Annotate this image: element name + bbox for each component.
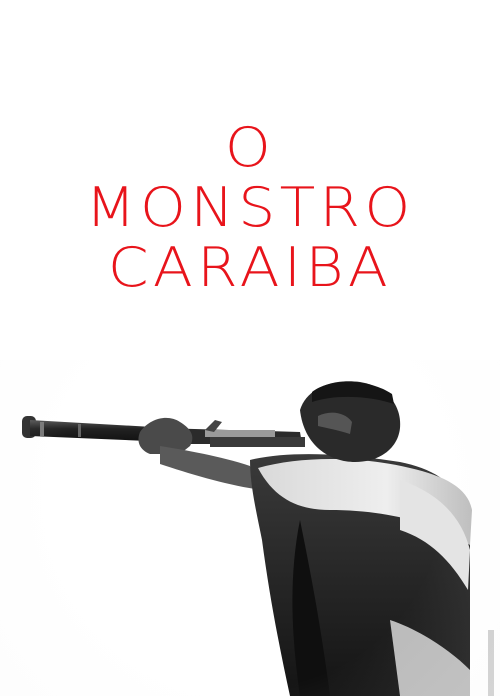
figure-head [300,381,400,462]
figure-body [250,454,472,696]
title-line-3: CARAIBA [107,236,393,299]
film-edge [488,630,494,696]
poster-title [0,118,500,298]
title-line-2: MONSTRO [85,176,415,239]
title-line-1: O [224,116,276,179]
rifleman-photo [0,370,500,696]
left-arm [138,418,262,490]
